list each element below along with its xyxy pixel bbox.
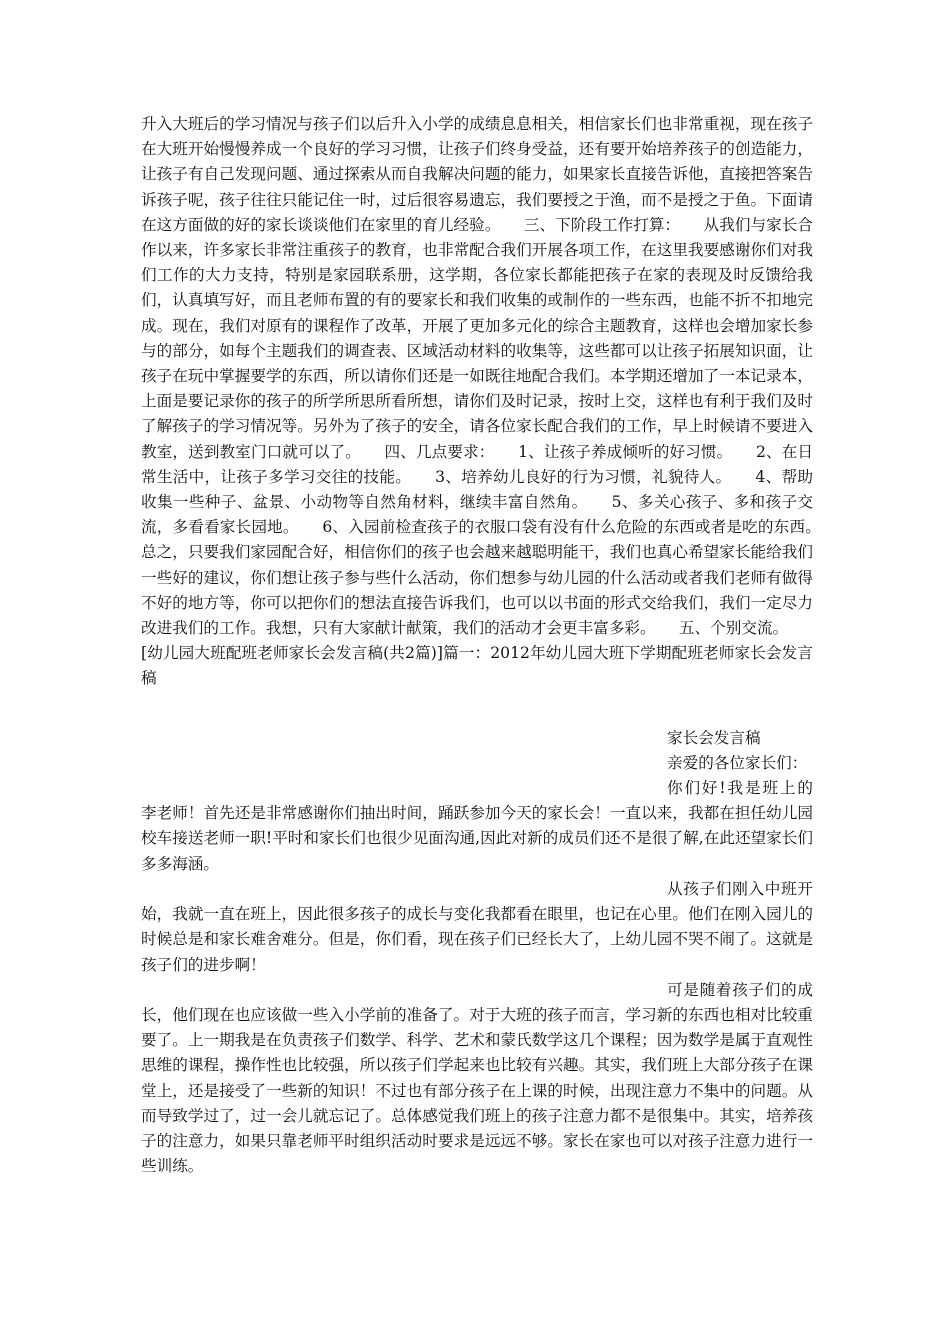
document-page — [141, 112, 845, 1179]
blank-space — [141, 692, 813, 726]
article-title: [幼儿园大班配班老师家长会发言稿(共2篇)]篇一：2012年幼儿园大班下学期配班老师家长会发言稿 — [141, 644, 813, 688]
speech-heading: 家长会发言稿 — [667, 728, 761, 747]
paragraph-attention: 可是随着孩子们的成长，他们现在也应该做一些入小学前的准备了。对于大班的孩子而言，学习新的东西也相对比较重要了。上一期我是在负责孩子们数学、科学、艺术和蒙氏数学这几个课程；因为数学是属于直观性思维的课程，操作性也比较强，所以孩子们学起来也比较有兴趣。其实，我们班上大部分孩子在课堂上，还是接受了一些新的知识！不过也有部分孩子在上课的时候，出现注意力不集中的问题。从而导致学过了，过一会儿就忘记了。总体感觉我们班上的孩子注意力都不是很集中。其实，培养孩子的注意力，如果只靠老师平时组织活动时要求是远远不够。家长在家也可以对孩子注意力进行一些训练。 — [141, 980, 813, 1176]
body-paragraph-requirements: 升入大班后的学习情况与孩子们以后升入小学的成绩息息相关，相信家长们也非常重视，现在孩子在大班开始慢慢养成一个良好的学习习惯，让孩子们终身受益，还有要开始培养孩子的创造能力，让孩子有自己发现问题、通过探索从而自我解决问题的能力，如果家长直接告诉他，直接把答案告诉孩子呢，孩子往往只能记住一时，过后很容易遗忘，我们要授之于渔，而不是授之于鱼。下面请在这方面做的好的家长谈谈他们在家里的育儿经验。 三、下阶段工作打算： 从我们与家长合作以来，许多家长非常注重孩子的教育，也非常配合我们开展各项工作，在这里我要感谢你们对我们工作的大力支持，特别是家园联系册，这学期，各位家长都能把孩子在家的表现及时反馈给我们，认真填写好，而且老师布置的有的要家长和我们收集的或制作的一些东西，也能不折不扣地完成。现在，我们对原有的课程作了改革，开展了更加多元化的综合主题教育，这样也会增加家长参与的部分，如每个主题我们的调查表、区域活动材料的收集等，这些都可以让孩子拓展知识面，让孩子在玩中掌握要学的东西，所以请你们还是一如既往地配合我们。本学期还增加了一本记录本，上面是要记录你的孩子的所学所思所看所想，请你们及时记录，按时上交，这样也有利于我们及时了解孩子的学习情况等。另外为了孩子的安全，请各位家长配合我们的工作，早上时候请不要进入教室，送到教室门口就可以了。 四、几点要求： 1、让孩子养成倾听的好习惯。 2、在日常生活中，让孩子多学习交往的技能。 3、培养幼儿良好的行为习惯，礼貌待人。 4、帮助收集一些种子、盆景、小动物等自然角材料，继续丰富自然角。 5、多关心孩子、多和孩子交流，多看看家长园地。 6、入园前检查孩子的衣服口袋有没有什么危险的东西或者是吃的东西。 总之，只要我们家园配合好，相信你们的孩子也会越来越聪明能干，我们也真心希望家长能给我们一些好的建议，你们想让孩子参与些什么活动，你们想参与幼儿园的什么活动或者我们老师有做得不好的地方等，你可以把你们的想法直接告诉我们，也可以以书面的形式交给我们，我们一定尽力改进我们的工作。我想，只有大家献计献策，我们的活动才会更丰富多彩。 五、个别交流。 — [141, 115, 845, 638]
paragraph-progress: 从孩子们刚入中班开始，我就一直在班上，因此很多孩子的成长与变化我都看在眼里，也记在心里。他们在刚入园儿的时候总是和家长难舍难分。但是，你们看，现在孩子们已经长大了，上幼儿园不哭不闹了。这就是孩子们的进步啊！ — [141, 879, 813, 974]
speech-greeting: 亲爱的各位家长们： — [667, 753, 808, 772]
paragraph-hello: 你们好!我是班上的李老师！首先还是非常感谢你们抽出时间，踊跃参加今天的家长会！一直以来，我都在担任幼儿园校车接送老师一职!平时和家长们也很少见面沟通,因此对新的成员们还不是很了解,在此还望家长们多多海涵。 — [141, 779, 813, 873]
